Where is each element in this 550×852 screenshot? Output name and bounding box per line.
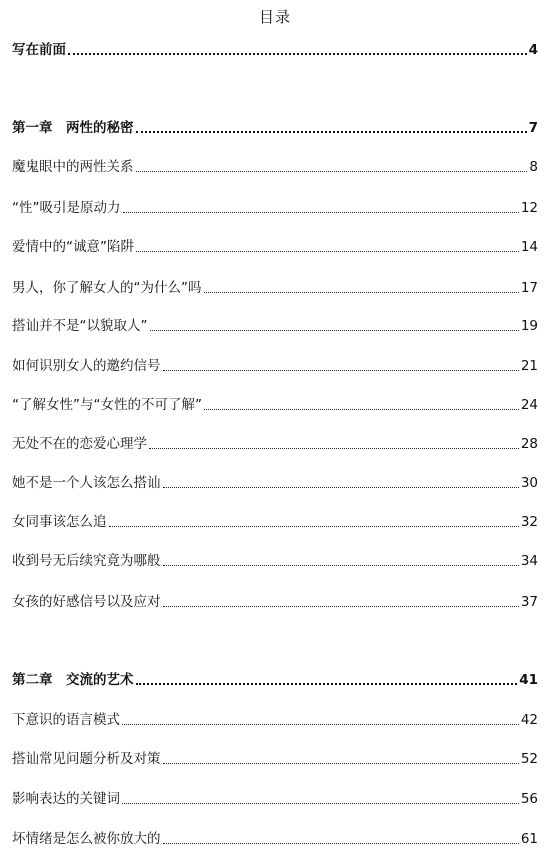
toc-entry-label: 坏情绪是怎么被你放大的 [12, 831, 161, 847]
toc-entry-label: 爱情中的“诚意”陷阱 [12, 239, 134, 255]
dot-leader [204, 408, 519, 410]
toc-page-number: 4 [528, 42, 538, 58]
toc-entry-label: 影响表达的关键词 [12, 791, 120, 807]
toc-entry-label: 第一章 两性的秘密 [12, 120, 134, 136]
dot-leader [163, 369, 519, 371]
toc-entry-label: “了解女性”与“女性的不可了解” [12, 397, 202, 413]
toc-entry[interactable] [12, 356, 538, 376]
dot-leader [122, 723, 519, 725]
toc-entry-label: “性”吸引是原动力 [12, 200, 121, 216]
toc-page-number: 21 [520, 358, 538, 374]
toc-entry[interactable] [12, 278, 538, 298]
toc-page-number: 56 [520, 791, 538, 807]
toc-entry[interactable] [12, 434, 538, 454]
toc-page-number: 61 [520, 831, 538, 847]
toc-page-number: 24 [520, 397, 538, 413]
toc-entry-label: 第二章 交流的艺术 [12, 672, 134, 688]
dot-leader [136, 682, 518, 685]
dot-leader [204, 291, 519, 293]
toc-entry-label: 女孩的好感信号以及应对 [12, 594, 161, 610]
toc-entry[interactable] [12, 551, 538, 571]
toc-page-number: 42 [520, 712, 538, 728]
dot-leader [163, 564, 519, 566]
toc-page-number: 14 [520, 239, 538, 255]
toc-entry-label: 她不是一个人该怎么搭讪 [12, 475, 161, 491]
toc-page-number: 19 [520, 318, 538, 334]
toc-section-entry[interactable] [12, 118, 538, 138]
toc-entry[interactable] [12, 512, 538, 532]
toc-page-number: 34 [520, 553, 538, 569]
toc-entry-label: 收到号无后续究竟为哪般 [12, 553, 161, 569]
dot-leader [123, 211, 519, 213]
dot-leader [109, 525, 519, 527]
toc-entry-label: 魔鬼眼中的两性关系 [12, 159, 134, 175]
toc-entry[interactable] [12, 749, 538, 769]
toc-page-number: 37 [520, 594, 538, 610]
toc-entry-label: 无处不在的恋爱心理学 [12, 436, 147, 452]
dot-leader [122, 802, 519, 804]
dot-leader [68, 52, 527, 55]
toc-entry[interactable] [12, 473, 538, 493]
toc-entry[interactable] [12, 789, 538, 809]
toc-page-number: 8 [529, 159, 538, 175]
toc-entry[interactable] [12, 198, 538, 218]
toc-entry-label: 女同事该怎么追 [12, 514, 107, 530]
toc-entry[interactable] [12, 710, 538, 730]
toc-entry[interactable] [12, 829, 538, 849]
dot-leader [163, 605, 519, 607]
toc-entry[interactable] [12, 157, 538, 177]
dot-leader [136, 170, 528, 172]
toc-page-number: 17 [520, 280, 538, 296]
toc-entry[interactable] [12, 237, 538, 257]
dot-leader [163, 486, 519, 488]
page-title: 目录 [258, 8, 291, 26]
toc-entry-label: 搭讪并不是“以貌取人” [12, 318, 148, 334]
toc-entry-label: 如何识别女人的邀约信号 [12, 358, 161, 374]
toc-section-entry[interactable] [12, 670, 538, 690]
toc-entry[interactable] [12, 316, 538, 336]
toc-section-entry[interactable] [12, 40, 538, 60]
toc-entry-label: 男人，你了解女人的“为什么”吗 [12, 280, 202, 296]
toc-page-number: 28 [520, 436, 538, 452]
toc-page-number: 52 [520, 751, 538, 767]
toc-page-number: 12 [520, 200, 538, 216]
dot-leader [163, 762, 519, 764]
toc-entry-label: 下意识的语言模式 [12, 712, 120, 728]
toc-page-number: 32 [520, 514, 538, 530]
dot-leader [149, 447, 519, 449]
toc-entry-label: 搭讪常见问题分析及对策 [12, 751, 161, 767]
dot-leader [163, 842, 519, 844]
dot-leader [136, 130, 527, 133]
dot-leader [150, 329, 519, 331]
toc-page-number: 41 [519, 672, 538, 688]
toc-entry[interactable] [12, 395, 538, 415]
toc-page-number: 7 [528, 120, 538, 136]
dot-leader [136, 250, 519, 252]
toc-entry[interactable] [12, 592, 538, 612]
toc-entry-label: 写在前面 [12, 42, 66, 58]
toc-page-number: 30 [520, 475, 538, 491]
